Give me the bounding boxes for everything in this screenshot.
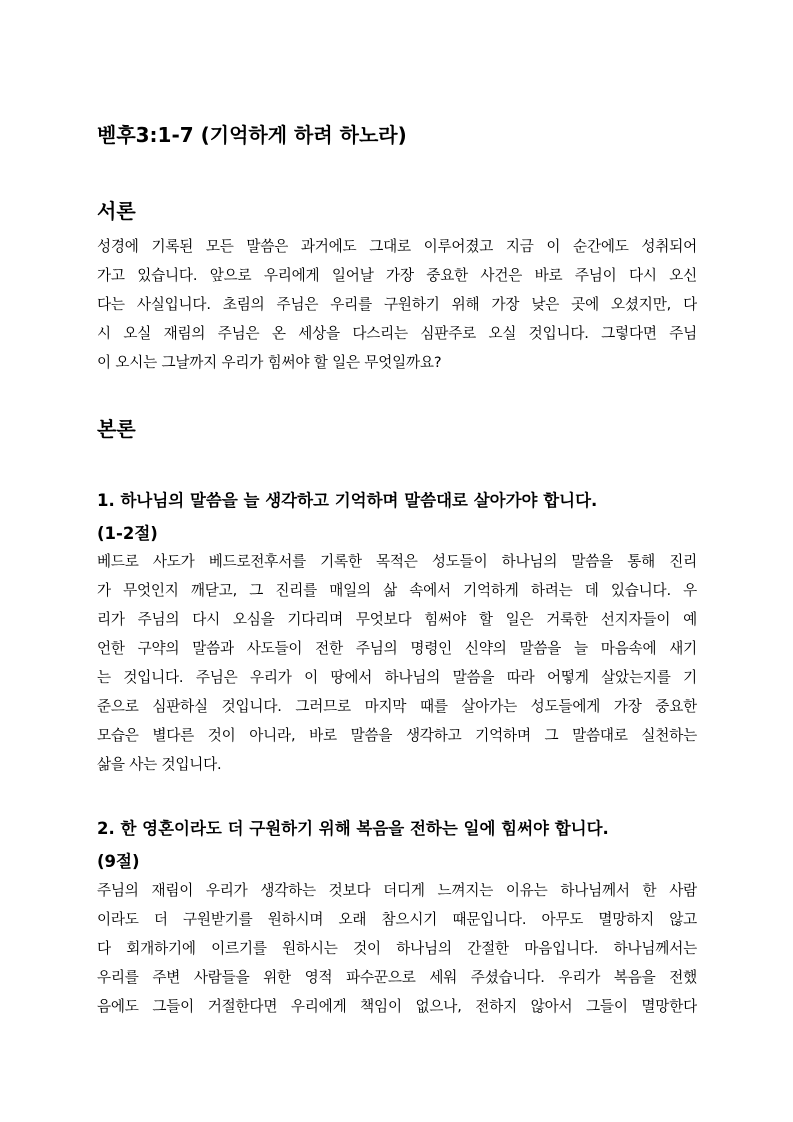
point2-line: 다 회개하기에 이르기를 원하시는 것이 하나님의 간절한 마음입니다. 하나님께서는 <box>97 940 697 957</box>
document-title: 벧후3:1-7 (기억하게 하려 하노라) <box>97 123 407 147</box>
intro-line: 가고 있습니다. 앞으로 우리에게 일어날 가장 중요한 사건은 바로 주님이 다시 오신 <box>97 267 697 284</box>
point1-line: 는 것입니다. 주님은 우리가 이 땅에서 하나님의 말씀을 따라 어떻게 살았는지를 기 <box>97 669 697 686</box>
intro-paragraph <box>97 232 697 377</box>
point1-heading-verses: (1-2절) <box>97 524 158 543</box>
intro-line: 성경에 기록된 모든 말씀은 과거에도 그대로 이루어졌고 지금 이 순간에도 성취되어 <box>97 238 697 255</box>
point1-line: 삶을 사는 것입니다. <box>97 756 222 773</box>
point2-heading-title: 2. 한 영혼이라도 더 구원하기 위해 복음을 전하는 일에 힘써야 합니다. <box>97 819 609 838</box>
point1-line: 언한 구약의 말씀과 사도들이 전한 주님의 명령인 신약의 말씀을 늘 마음속에 새기 <box>97 640 697 657</box>
point1-paragraph <box>97 547 697 779</box>
point1-line: 베드로 사도가 베드로전후서를 기록한 목적은 성도들이 하나님의 말씀을 통해 진리 <box>97 553 697 570</box>
point1-line: 모습은 별다른 것이 아니라, 바로 말씀을 생각하고 기억하며 그 말씀대로 실천하는 <box>97 727 697 744</box>
intro-line: 시 오실 재림의 주님은 온 세상을 다스리는 심판주로 오실 것입니다. 그렇다면 주님 <box>97 325 697 342</box>
intro-heading: 서론 <box>97 199 136 223</box>
point1-heading-title: 1. 하나님의 말씀을 늘 생각하고 기억하며 말씀대로 살아가야 합니다. <box>97 491 598 510</box>
point2-line: 이라도 더 구원받기를 원하시며 오래 참으시기 때문입니다. 아무도 멸망하지 않고 <box>97 911 697 928</box>
point1-line: 가 무엇인지 깨닫고, 그 진리를 매일의 삶 속에서 기억하게 하려는 데 있습니다. 우 <box>97 582 697 599</box>
intro-line: 이 오시는 그날까지 우리가 힘써야 할 일은 무엇일까요? <box>97 354 442 371</box>
point2-heading <box>97 812 697 878</box>
intro-line: 다는 사실입니다. 초림의 주님은 우리를 구원하기 위해 가장 낮은 곳에 오셨지만, 다 <box>97 296 697 313</box>
point2-paragraph <box>97 876 697 1021</box>
point1-line: 준으로 심판하실 것입니다. 그러므로 마지막 때를 살아가는 성도들에게 가장 중요한 <box>97 698 697 715</box>
point1-line: 리가 주님의 다시 오심을 기다리며 무엇보다 힘써야 할 일은 거룩한 선지자들이 예 <box>97 611 697 628</box>
point2-line: 주님의 재림이 우리가 생각하는 것보다 더디게 느껴지는 이유는 하나님께서 한 사람 <box>97 882 697 899</box>
point2-line: 음에도 그들이 거절한다면 우리에게 책임이 없으나, 전하지 않아서 그들이 멸망한다 <box>97 998 697 1015</box>
point2-heading-verses: (9절) <box>97 852 140 871</box>
point2-line: 우리를 주변 사람들을 위한 영적 파수꾼으로 세워 주셨습니다. 우리가 복음을 전했 <box>97 969 697 986</box>
point1-heading <box>97 484 697 550</box>
body-heading: 본론 <box>97 417 136 441</box>
